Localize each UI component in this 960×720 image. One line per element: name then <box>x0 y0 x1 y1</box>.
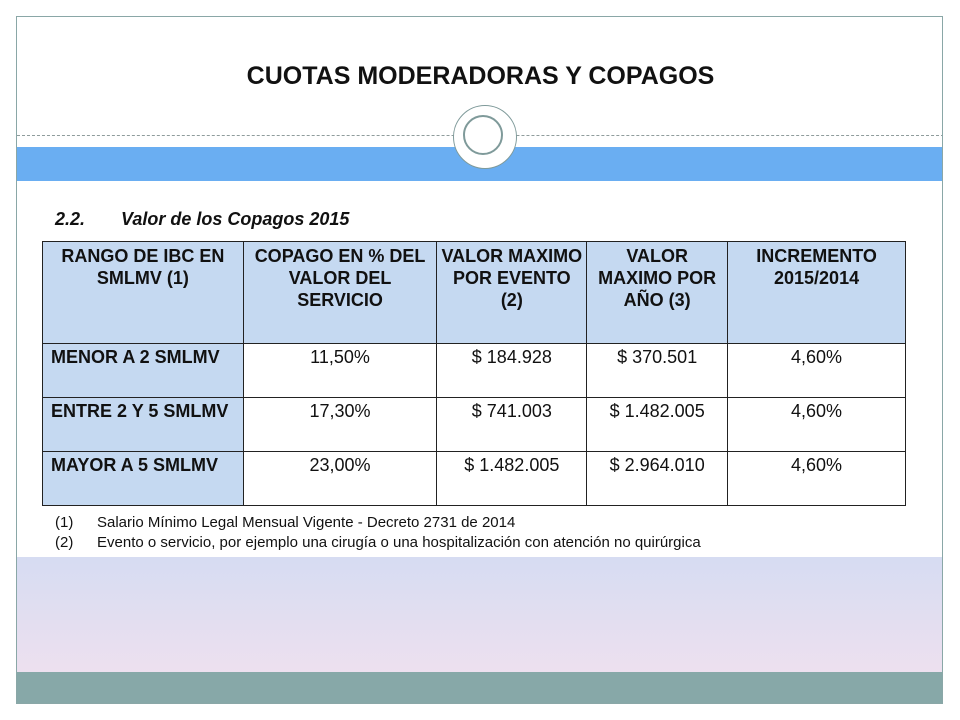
table-row <box>43 452 906 506</box>
footer-bar <box>17 672 943 704</box>
cell-incremento: 4,60% <box>728 452 906 506</box>
cell-copago: 17,30% <box>243 398 437 452</box>
header-valor-evento: VALOR MAXIMO POR EVENTO (2) <box>437 242 587 344</box>
gradient-band <box>17 557 943 672</box>
slide-title: CUOTAS MODERADORAS Y COPAGOS <box>246 62 715 90</box>
circle-ornament-icon <box>454 106 516 168</box>
footnote-marker: (1) <box>55 514 74 531</box>
footnote-text: Salario Mínimo Legal Mensual Vigente - Decreto 2731 de 2014 <box>97 514 516 531</box>
header-valor-anio: VALOR MAXIMO POR AÑO (3) <box>587 242 728 344</box>
header-rango: RANGO DE IBC EN SMLMV (1) <box>43 242 244 344</box>
slide <box>16 16 943 704</box>
table-row <box>43 344 906 398</box>
copagos-table <box>42 241 906 506</box>
cell-valor-evento: $ 1.482.005 <box>437 452 587 506</box>
footnotes <box>55 513 701 553</box>
section-heading <box>55 209 349 230</box>
circle-ornament-inner <box>463 115 503 155</box>
footnote-marker: (2) <box>55 534 74 551</box>
cell-valor-anio: $ 370.501 <box>587 344 728 398</box>
cell-valor-evento: $ 741.003 <box>437 398 587 452</box>
header-copago: COPAGO EN % DEL VALOR DEL SERVICIO <box>243 242 437 344</box>
cell-valor-evento: $ 184.928 <box>437 344 587 398</box>
section-number: 2.2. <box>55 209 86 229</box>
cell-copago: 23,00% <box>243 452 437 506</box>
section-title: Valor de los Copagos 2015 <box>121 209 350 229</box>
cell-valor-anio: $ 1.482.005 <box>587 398 728 452</box>
row-label: ENTRE 2 Y 5 SMLMV <box>43 398 244 452</box>
footnote-text: Evento o servicio, por ejemplo una cirugía o una hospitalización con atención no quirúrgica <box>97 534 701 551</box>
footnote-2 <box>55 533 701 553</box>
header-incremento: INCREMENTO 2015/2014 <box>728 242 906 344</box>
cell-incremento: 4,60% <box>728 344 906 398</box>
document-image <box>23 181 941 557</box>
cell-copago: 11,50% <box>243 344 437 398</box>
cell-valor-anio: $ 2.964.010 <box>587 452 728 506</box>
row-label: MENOR A 2 SMLMV <box>43 344 244 398</box>
row-label: MAYOR A 5 SMLMV <box>43 452 244 506</box>
footnote-1 <box>55 513 701 533</box>
table-header-row <box>43 242 906 344</box>
cell-incremento: 4,60% <box>728 398 906 452</box>
table-row <box>43 398 906 452</box>
